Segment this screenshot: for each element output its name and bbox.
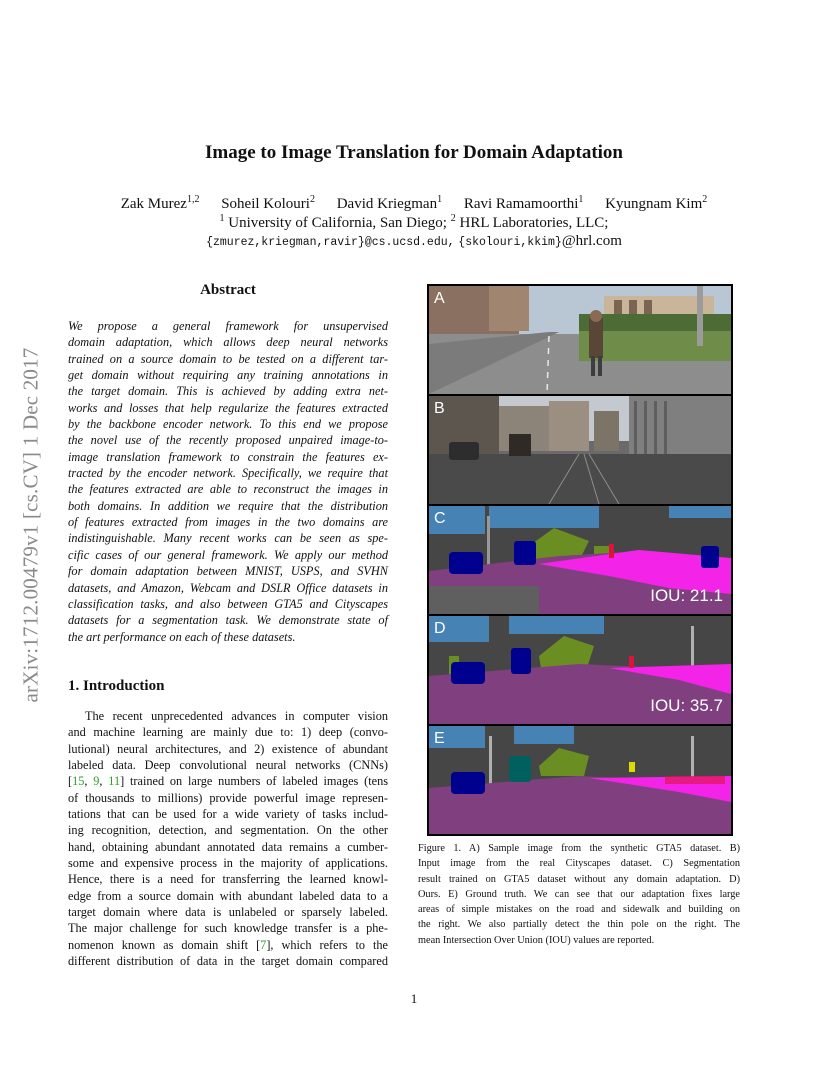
abstract-line: trained on a source domain to be tested on a different tar-	[68, 351, 388, 366]
caption-line: areas of simple mistakes on the road and sidewalk and building on	[418, 904, 740, 916]
arxiv-identifier: arXiv:1712.00479v1 [cs.CV] 1 Dec 2017	[18, 347, 43, 703]
gta5-sample-image	[429, 286, 731, 394]
author: Ravi Ramamoorthi$^1$	[463, 194, 584, 212]
abstract-line: by the backbone encoder network. To this end we propose	[68, 417, 388, 432]
figure-panel-b	[429, 396, 731, 504]
intro-line: target domain where data is unlabeled or sparsely labeled.	[68, 905, 388, 920]
abstract-line: domain adaptation, which allows deep neural networks	[68, 335, 388, 350]
caption-line: Input image from the real Cityscapes dataset. C) Segmentation	[418, 858, 740, 870]
intro-line: The major challenge for such knowledge transfer is a phe-	[68, 921, 388, 936]
caption-line: Ours. E) Ground truth. We can see that our adaptation fixes large	[418, 888, 740, 900]
intro-line: and machine learning are mainly due to: 1) deep (convo-	[68, 725, 388, 740]
caption-line: mean Intersection Over Union (IOU) values are reported.	[418, 934, 655, 946]
abstract-line: the novel use of the recently proposed unpaired image-to-	[68, 433, 388, 448]
paper-title: Image to Image Translation for Domain Adaptation	[204, 142, 624, 163]
abstract-line: tracted by the encoder network. Specifically, we require that	[68, 466, 388, 481]
author-list	[0, 194, 828, 213]
panel-label: A	[434, 290, 445, 307]
email-group-hrl: {skolouri,kkim}	[458, 236, 562, 249]
intro-line: The recent unprecedented advances in computer vision	[85, 709, 388, 723]
introduction-body	[68, 708, 388, 970]
page-number: 1	[410, 991, 418, 1006]
citation-link[interactable]: 9	[93, 774, 100, 789]
intro-line: ing recognition, detection, and segmentation. On the other	[68, 823, 388, 838]
intro-line: Hence, there is a need for transferring the learned knowl-	[68, 872, 388, 887]
affiliations: $^1$ University of California, San Diego; $^2$ HRL Laboratories, LLC;	[219, 213, 609, 231]
intro-line: [15, 9, 11] trained on large numbers of labeled images (tens	[68, 774, 389, 789]
panel-label: D	[434, 620, 446, 637]
panel-label: E	[434, 730, 445, 747]
intro-line: edge from a source domain with abundant labeled data to a	[68, 888, 388, 903]
email-domain-hrl: @hrl.com	[561, 233, 622, 249]
figure-panel-e	[429, 726, 731, 834]
author: Zak Murez$^{1,2}$	[120, 194, 200, 212]
abstract-line: the features extracted are able to reconstruct the images in	[68, 482, 388, 497]
abstract-line: We propose a general framework for unsupervised	[68, 319, 388, 333]
intro-line: hand, obtaining abundant annotated data remains a cumber-	[68, 839, 388, 854]
arxiv-sidebar	[14, 290, 48, 760]
abstract-body	[68, 318, 388, 645]
abstract-line: the target domain. This is achieved by adding extra net-	[68, 384, 388, 399]
abstract-line: datasets, and Amazon, Webcam and DSLR Office datasets in	[68, 580, 388, 595]
section-heading-introduction: 1. Introduction	[68, 678, 165, 694]
author: David Kriegman$^1$	[336, 194, 443, 212]
abstract-line: indistinguishable. Many recent works can be seen as spe-	[68, 531, 388, 546]
intro-line: lutional) neural architectures, and 2) existence of abundant	[68, 741, 388, 756]
abstract-line: for domain adaptation between MNIST, USPS, and SVHN	[68, 564, 388, 579]
abstract-line: both domains. In addition we require that the distribution	[68, 498, 388, 513]
intro-line: different distribution of data in the target domain compared	[68, 954, 388, 969]
figure-panel-a	[429, 286, 731, 394]
abstract-line: classification tasks, and also between GTA5 and Cityscapes	[68, 596, 388, 611]
cityscapes-input-image	[429, 396, 731, 504]
citation-link[interactable]: 15	[72, 774, 85, 789]
intro-line: some and expensive process in the majority of applications.	[68, 856, 388, 871]
citation-link[interactable]: 7	[260, 937, 267, 952]
panel-label: B	[434, 400, 445, 417]
segmentation-ground-truth	[429, 726, 731, 834]
intro-line: labeled data. Deep convolutional neural networks (CNNs)	[68, 758, 388, 773]
iou-score: IOU: 21.1	[650, 586, 723, 605]
figure-1	[427, 284, 733, 836]
author-emails	[0, 233, 828, 250]
iou-score: IOU: 35.7	[650, 696, 723, 715]
abstract-line: cific cases of our general framework. We apply our method	[68, 547, 388, 562]
figure-panel-c	[429, 506, 731, 614]
abstract-heading: Abstract	[200, 282, 256, 298]
abstract-line: of features extracted from images in the two domains are	[68, 515, 388, 530]
author: Kyungnam Kim$^2$	[605, 194, 708, 212]
abstract-line: datasets for a segmentation task. We demonstrate state of	[68, 613, 388, 628]
intro-line: of thousands to millions) provide powerful image represen-	[68, 790, 388, 805]
intro-line: tations that can be used for a wide variety of tasks includ-	[68, 807, 388, 822]
figure-panel-d	[429, 616, 731, 724]
citation-link[interactable]: 11	[108, 774, 121, 789]
caption-line: result trained on GTA5 dataset without any domain adaptation. D)	[418, 873, 740, 885]
caption-line: the right. We also partially detect the thin pole on the right. The	[418, 919, 740, 931]
email-group-ucsd: {zmurez,kriegman,ravir}@cs.ucsd.edu,	[206, 236, 455, 249]
figure-1-caption	[418, 841, 740, 948]
abstract-line: works and losses that help regularize the features extracted	[68, 400, 388, 415]
panel-label: C	[434, 510, 446, 527]
abstract-line: the art performance on each of these datasets.	[68, 629, 296, 644]
abstract-line: get domain without requiring any training annotations in	[68, 368, 388, 383]
abstract-line: image translation framework to constrain the features ex-	[68, 449, 388, 464]
intro-line: nomenon known as domain shift [7], which refers to the	[68, 937, 388, 952]
caption-line: Figure 1. A) Sample image from the synthetic GTA5 dataset. B)	[418, 843, 740, 854]
author: Soheil Kolouri$^2$	[221, 194, 315, 212]
